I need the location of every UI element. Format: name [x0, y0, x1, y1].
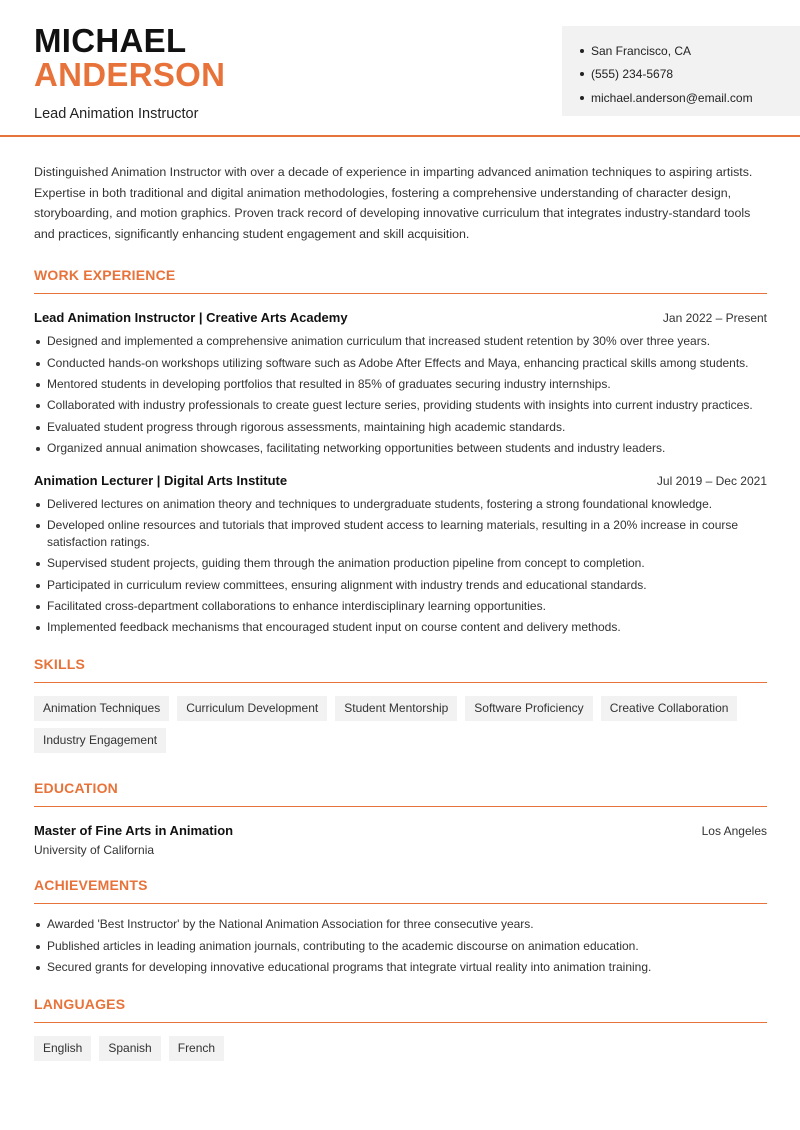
skill-chip: Industry Engagement — [34, 728, 166, 753]
contact-phone-text: (555) 234-5678 — [591, 67, 674, 82]
job-role: Lead Animation Instructor | Creative Arts Academy — [34, 310, 348, 326]
education-degree: Master of Fine Arts in Animation — [34, 823, 234, 839]
achievements-section — [34, 877, 767, 976]
education-location: Los Angeles — [701, 824, 767, 839]
job-header — [34, 473, 767, 488]
job-bullets — [34, 333, 767, 456]
list-item: Evaluated student progress through rigorous assessments, maintaining high academic standards. — [34, 419, 767, 436]
job-title: Lead Animation Instructor — [34, 106, 199, 122]
section-title-languages: LANGUAGES — [34, 996, 767, 1023]
work-experience-section — [34, 267, 767, 636]
contact-phone — [580, 63, 782, 87]
list-item: Delivered lectures on animation theory and techniques to undergraduate students, fostering a strong foundational knowledge. — [34, 496, 767, 513]
contact-email-text: michael.anderson@email.com — [591, 90, 753, 105]
professional-summary: Distinguished Animation Instructor with over a decade of experience in imparting advanced animation techniques to aspiring artists. Expertise in both traditional and digital animation methodologies, fostering a comprehensive understanding of character design, storyboarding, and motion graphics. Proven track record of developing innovative curriculum that integrates industry-standard tools and practices, significantly enhancing student engagement and skill acquisition. — [34, 165, 753, 241]
list-item: Mentored students in developing portfolios that resulted in 85% of graduates securing industry internships. — [34, 376, 767, 393]
list-item: Facilitated cross-department collaborations to enhance interdisciplinary learning opportunities. — [34, 598, 767, 615]
list-item: Participated in curriculum review committees, ensuring alignment with industry trends and educational standards. — [34, 577, 767, 594]
list-item: Implemented feedback mechanisms that encouraged student input on course content and delivery methods. — [34, 619, 767, 636]
bullet-icon — [580, 96, 584, 100]
contact-box — [562, 26, 800, 116]
section-title-achievements: ACHIEVEMENTS — [34, 877, 767, 904]
section-title-work: WORK EXPERIENCE — [34, 267, 767, 294]
last-name: ANDERSON — [34, 56, 226, 93]
section-title-education: EDUCATION — [34, 780, 767, 807]
section-title-skills: SKILLS — [34, 656, 767, 683]
list-item: Secured grants for developing innovative educational programs that integrate virtual reality into animation training. — [34, 959, 767, 976]
skill-chip: Animation Techniques — [34, 696, 169, 721]
education-section — [34, 780, 767, 857]
list-item: Awarded 'Best Instructor' by the National Animation Association for three consecutive years. — [34, 916, 767, 933]
resume-header — [0, 0, 800, 137]
languages-section — [34, 996, 767, 1068]
list-item: Developed online resources and tutorials that improved student access to learning materials, resulting in a 20% increase in course satisfaction ratings. — [34, 517, 767, 551]
job-header — [34, 310, 767, 325]
education-school: University of California — [34, 843, 155, 858]
skill-chip: Creative Collaboration — [601, 696, 738, 721]
list-item: Organized annual animation showcases, facilitating networking opportunities between students and industry leaders. — [34, 440, 767, 457]
bullet-icon — [580, 49, 584, 53]
list-item: Supervised student projects, guiding them through the animation production pipeline from concept to completion. — [34, 555, 767, 572]
language-chip: Spanish — [99, 1036, 160, 1061]
contact-location-text: San Francisco, CA — [591, 43, 692, 58]
education-header — [34, 823, 767, 838]
skill-chip: Student Mentorship — [335, 696, 457, 721]
job-dates: Jan 2022 – Present — [662, 311, 767, 326]
bullet-icon — [580, 72, 584, 76]
skills-section — [34, 656, 767, 760]
job-dates: Jul 2019 – Dec 2021 — [656, 473, 767, 488]
resume-body — [34, 162, 767, 1068]
job-bullets — [34, 496, 767, 636]
contact-email — [580, 86, 782, 110]
language-chips — [34, 1036, 767, 1068]
skills-chips — [34, 696, 767, 760]
language-chip: English — [34, 1036, 91, 1061]
list-item: Conducted hands-on workshops utilizing software such as Adobe After Effects and Maya, enhancing practical skills among students. — [34, 355, 767, 372]
list-item: Published articles in leading animation journals, contributing to the academic discourse on animation education. — [34, 938, 767, 955]
contact-location — [580, 39, 782, 63]
name-block — [34, 24, 225, 122]
job-role: Animation Lecturer | Digital Arts Institute — [34, 472, 288, 488]
language-chip: French — [169, 1036, 224, 1061]
first-name: MICHAEL — [34, 22, 187, 59]
skill-chip: Curriculum Development — [177, 696, 327, 721]
skill-chip: Software Proficiency — [465, 696, 592, 721]
list-item: Designed and implemented a comprehensive animation curriculum that increased student retention by 30% over three years. — [34, 333, 767, 350]
list-item: Collaborated with industry professionals to create guest lecture series, providing students with insights into current industry practices. — [34, 397, 767, 414]
achievement-bullets — [34, 916, 767, 976]
